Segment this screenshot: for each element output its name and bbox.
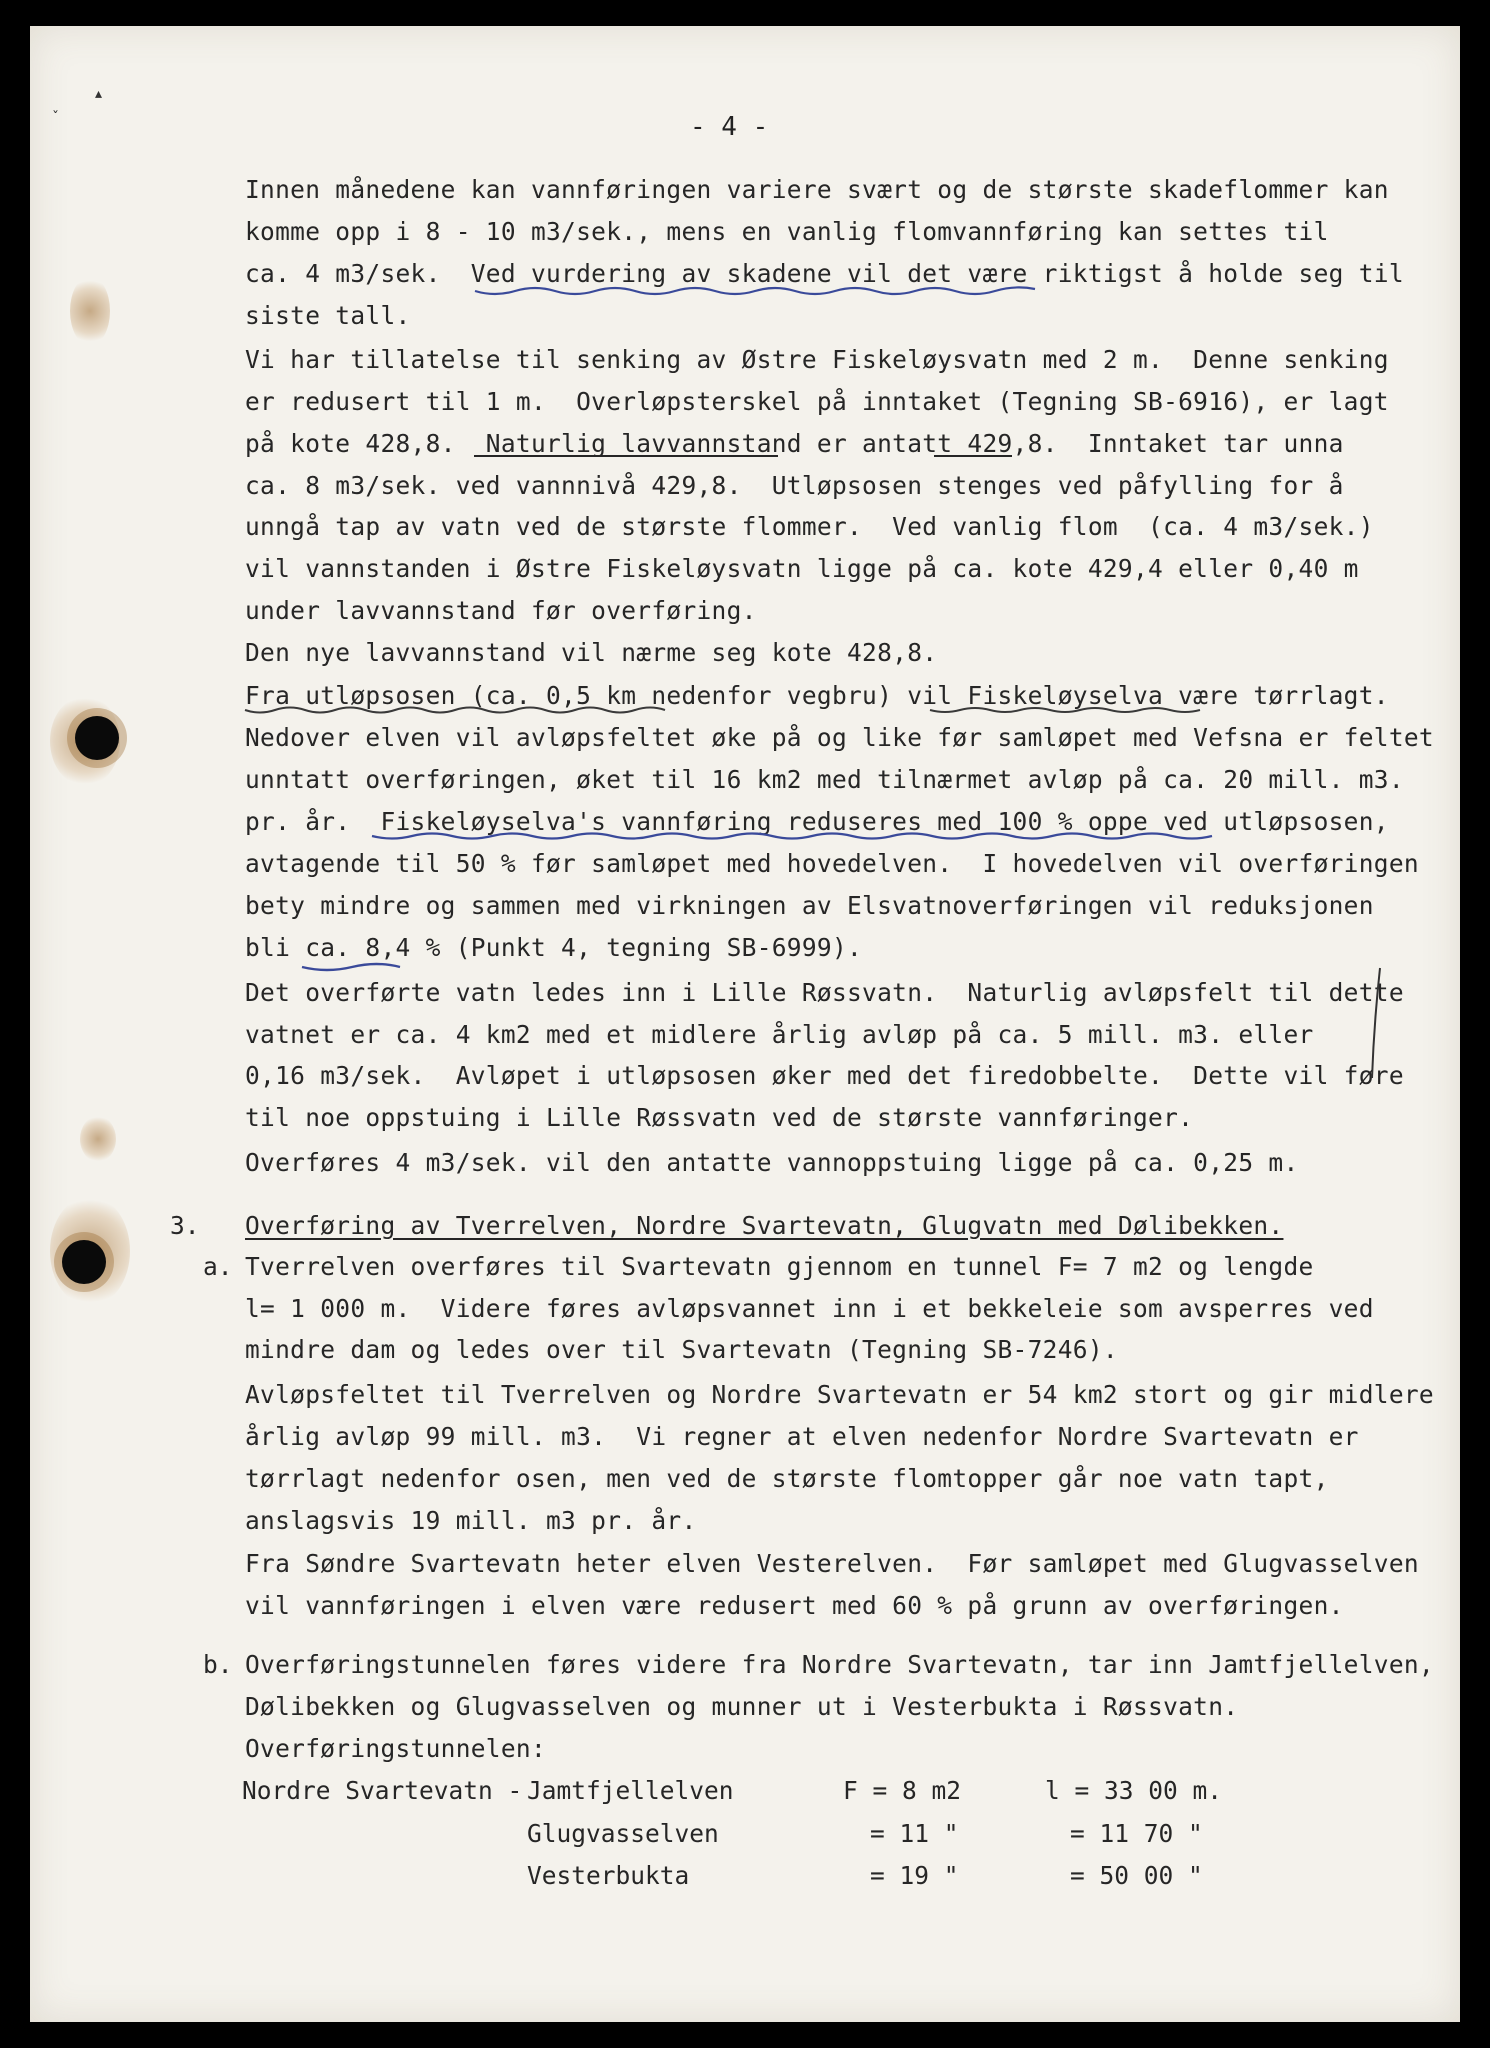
section-heading: Overføring av Tverrelven, Nordre Svartevatn, Glugvatn med Dølibekken. [245,1211,1284,1240]
text-line: Fra Søndre Svartevatn heter elven Vesterelven. Før samløpet med Glugvasselven [245,1549,1419,1578]
text-line: er redusert til 1 m. Overløpsterskel på inntaket (Tegning SB-6916), er lagt [245,387,1389,416]
table-cell-length: = 11 70 " [1070,1819,1203,1848]
subsection-marker-b: b. [203,1650,233,1679]
text-line: Den nye lavvannstand vil nærme seg kote 428,8. [245,638,938,667]
table-cell-to: Jamtfjellelven [527,1776,734,1805]
text-line: anslagsvis 19 mill. m3 pr. år. [245,1506,697,1535]
text-line: komme opp i 8 - 10 m3/sek., mens en vanlig flomvannføring kan settes til [245,217,1329,246]
margin-mark: ˇ [52,110,59,126]
text-line: vil vannføringen i elven være redusert med 60 % på grunn av overføringen. [245,1591,1344,1620]
text-line: unngå tap av vatn ved de største flommer. Ved vanlig flom (ca. 4 m3/sek.) [245,512,1374,541]
text-line: unntatt overføringen, øket til 16 km2 med tilnærmet avløp på ca. 20 mill. m3. [245,765,1404,794]
text-line: årlig avløp 99 mill. m3. Vi regner at elven nedenfor Nordre Svartevatn er [245,1422,1359,1451]
text-line: avtagende til 50 % før samløpet med hovedelven. I hovedelven vil overføringen [245,849,1419,878]
table-cell-from: Nordre Svartevatn - [242,1776,523,1805]
stain [70,276,110,346]
text-line: ca. 8 m3/sek. ved vannnivå 429,8. Utløpsosen stenges ved påfylling for å [245,471,1344,500]
text-line: Det overførte vatn ledes inn i Lille Røssvatn. Naturlig avløpsfelt til dette [245,978,1404,1007]
text-line: til noe oppstuing i Lille Røssvatn ved de største vannføringer. [245,1103,1194,1132]
text-line: Fra utløpsosen (ca. 0,5 km nedenfor vegbru) vil Fiskeløyselva være tørrlagt. [245,681,1389,710]
table-cell-area: = 11 " [870,1819,959,1848]
table-cell-area: F = 8 m2 [843,1776,962,1805]
text-line: vil vannstanden i Østre Fiskeløysvatn ligge på ca. kote 429,4 eller 0,40 m [245,554,1359,583]
punch-hole-bottom [62,1240,106,1284]
text-line: Overføres 4 m3/sek. vil den antatte vannoppstuing ligge på ca. 0,25 m. [245,1148,1299,1177]
text-line: tørrlagt nedenfor osen, men ved de største flomtopper går noe vatn tapt, [245,1464,1329,1493]
text-line: bety mindre og sammen med virkningen av Elsvatnoverføringen vil reduksjonen [245,891,1374,920]
table-cell-length: l = 33 00 m. [1045,1776,1223,1805]
table-cell-area: = 19 " [870,1861,959,1890]
text-line: Overføringstunnelen føres videre fra Nordre Svartevatn, tar inn Jamtfjellelven, [245,1650,1434,1679]
table-cell-to: Vesterbukta [527,1861,690,1890]
text-line: Tverrelven overføres til Svartevatn gjennom en tunnel F= 7 m2 og lengde [245,1252,1314,1281]
punch-hole-top [75,716,119,760]
text-line: Avløpsfeltet til Tverrelven og Nordre Svartevatn er 54 km2 stort og gir midlere [245,1380,1434,1409]
page-number: - 4 - [690,112,769,142]
text-line: Overføringstunnelen: [245,1734,547,1763]
text-line: 0,16 m3/sek. Avløpet i utløpsosen øker med det firedobbelte. Dette vil føre [245,1061,1404,1090]
text-line: Vi har tillatelse til senking av Østre Fiskeløysvatn med 2 m. Denne senking [245,345,1389,374]
table-cell-to: Glugvasselven [527,1819,719,1848]
text-line: bli ca. 8,4 % (Punkt 4, tegning SB-6999). [245,933,863,962]
text-line: mindre dam og ledes over til Svartevatn (Tegning SB-7246). [245,1335,1118,1364]
text-line: Nedover elven vil avløpsfeltet øke på og like før samløpet med Vefsna er feltet [245,723,1434,752]
stain [80,1116,116,1162]
table-cell-length: = 50 00 " [1070,1861,1203,1890]
text-line: vatnet er ca. 4 km2 med et midlere årlig avløp på ca. 5 mill. m3. eller [245,1020,1314,1049]
text-line: ca. 4 m3/sek. Ved vurdering av skadene vil det være riktigst å holde seg til [245,259,1404,288]
text-line: på kote 428,8. Naturlig lavvannstand er antatt 429,8. Inntaket tar unna [245,429,1344,458]
text-line: siste tall. [245,301,411,330]
text-line: Innen månedene kan vannføringen variere svært og de største skadeflommer kan [245,175,1389,204]
margin-mark: ▴ [95,86,103,102]
section-number: 3. [170,1211,200,1240]
text-line: pr. år. Fiskeløyselva's vannføring reduseres med 100 % oppe ved utløpsosen, [245,807,1389,836]
text-line: l= 1 000 m. Videre føres avløpsvannet inn i et bekkeleie som avsperres ved [245,1294,1374,1323]
subsection-marker-a: a. [203,1252,233,1281]
text-line: Dølibekken og Glugvasselven og munner ut i Vesterbukta i Røssvatn. [245,1692,1239,1721]
text-line: under lavvannstand før overføring. [245,596,757,625]
